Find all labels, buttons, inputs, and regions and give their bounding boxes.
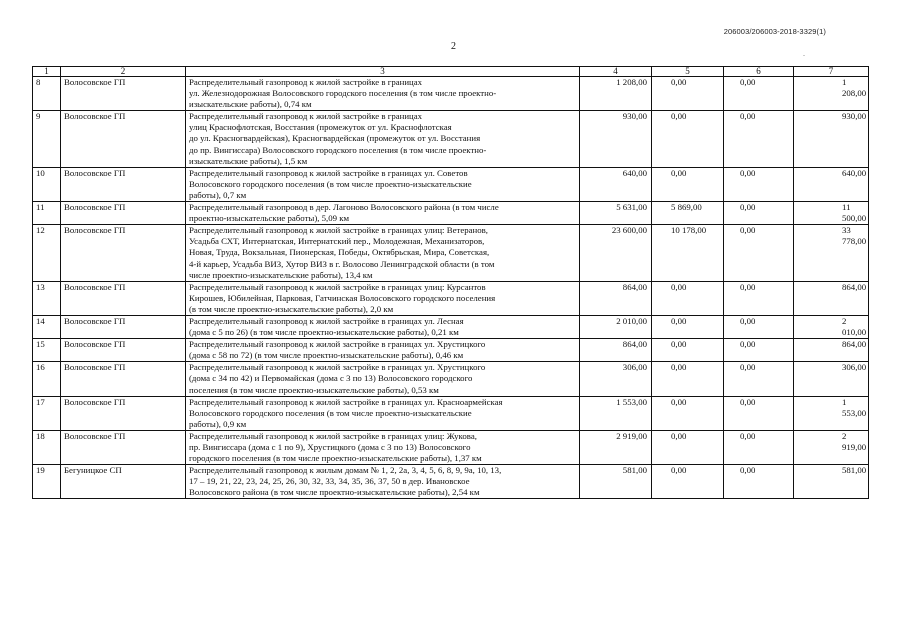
project-description xyxy=(186,202,580,225)
amount-col4: 2 010,00 xyxy=(580,315,652,338)
description-line: Распределительный газопровод к жилой застройке в границах улиц: Ветеранов, xyxy=(189,225,488,236)
amount-col5: 10 178,00 xyxy=(652,225,724,281)
amount-col7: 306,00 xyxy=(794,362,869,396)
project-description xyxy=(186,167,580,201)
document-reference: 206003/206003-2018-3329(1) xyxy=(723,27,826,36)
amount-col6: 0,00 xyxy=(724,111,794,167)
amount-col7: 11 500,00 xyxy=(794,202,869,225)
description-line: Распределительный газопровод к жилой застройке в границах улиц: Жукова, xyxy=(189,430,477,441)
description-line: Новая, Труда, Вокзальная, Пионерская, Победы, Октябрьская, Мира, Советская, xyxy=(189,247,490,258)
description-line: Волосовского городского поселения (в том числе проектно-изыскательские xyxy=(189,407,472,418)
table-row xyxy=(33,362,869,396)
row-number: 13 xyxy=(33,281,61,315)
project-description xyxy=(186,111,580,167)
amount-col5: 0,00 xyxy=(652,77,724,111)
description-line: (дома с 58 по 72) (в том числе проектно-изыскательские работы), 0,46 км xyxy=(189,350,464,361)
description-line: Волосовского городского поселения (в том числе проектно-изыскательские xyxy=(189,178,472,189)
description-line: Распределительный газопровод к жилой застройке в границах улиц: Курсантов xyxy=(189,281,486,292)
row-number: 10 xyxy=(33,167,61,201)
amount-col4: 1 553,00 xyxy=(580,396,652,430)
column-header-5: 5 xyxy=(652,67,724,77)
page-number: 2 xyxy=(451,41,456,52)
amount-col4: 930,00 xyxy=(580,111,652,167)
settlement-name: Волосовское ГП xyxy=(61,396,186,430)
settlement-name: Волосовское ГП xyxy=(61,167,186,201)
project-description xyxy=(186,339,580,362)
column-header-1: 1 xyxy=(33,67,61,77)
description-line: Распределительный газопровод к жилой застройке в границах ул. Хрустицкого xyxy=(189,362,486,373)
settlement-name: Волосовское ГП xyxy=(61,315,186,338)
amount-col7: 1 553,00 xyxy=(794,396,869,430)
description-line: Распределительный газопровод к жилым домам № 1, 2, 2а, 3, 4, 5, 6, 8, 9, 9а, 10, 13, xyxy=(189,465,502,476)
amount-col5: 0,00 xyxy=(652,167,724,201)
description-line: изыскательские работы), 0,74 км xyxy=(189,99,312,110)
description-line: пр. Вингиссара (дома с 1 по 9), Хрустицкого (дома с 3 по 13) Волосовского xyxy=(189,442,471,452)
settlement-name: Волосовское ГП xyxy=(61,111,186,167)
row-number: 14 xyxy=(33,315,61,338)
amount-col4: 23 600,00 xyxy=(580,225,652,281)
row-number: 17 xyxy=(33,396,61,430)
amount-col6: 0,00 xyxy=(724,281,794,315)
table-row xyxy=(33,339,869,362)
amount-col6: 0,00 xyxy=(724,396,794,430)
amount-col5: 0,00 xyxy=(652,465,724,499)
amount-col5: 5 869,00 xyxy=(652,202,724,225)
amount-col7: 1 208,00 xyxy=(794,77,869,111)
description-line: Распределительный газопровод к жилой застройке в границах ул. Советов xyxy=(189,167,468,178)
project-description xyxy=(186,281,580,315)
row-number: 12 xyxy=(33,225,61,281)
settlement-name: Волосовское ГП xyxy=(61,430,186,464)
table-header xyxy=(33,67,869,77)
amount-col6: 0,00 xyxy=(724,167,794,201)
description-line: (в том числе проектно-изыскательские работы), 2,0 км xyxy=(189,303,394,314)
amount-col4: 5 631,00 xyxy=(580,202,652,225)
column-header-2: 2 xyxy=(61,67,186,77)
corner-mark: - xyxy=(803,53,805,59)
amount-col4: 581,00 xyxy=(580,465,652,499)
description-line: ул. Железнодорожная Волосовского городского поселения (в том числе проектно- xyxy=(189,88,497,99)
amount-col7: 864,00 xyxy=(794,281,869,315)
table-row xyxy=(33,77,869,111)
amount-col4: 1 208,00 xyxy=(580,77,652,111)
amount-col5: 0,00 xyxy=(652,430,724,464)
description-line: изыскательские работы), 1,5 км xyxy=(189,155,308,166)
description-line: Распределительный газопровод к жилой застройке в границах ул. Красноармейская xyxy=(189,396,503,407)
column-header-4: 4 xyxy=(580,67,652,77)
amount-col7: 640,00 xyxy=(794,167,869,201)
amount-col5: 0,00 xyxy=(652,339,724,362)
table-row xyxy=(33,281,869,315)
description-line: улиц Краснофлотская, Восстания (промежуток от ул. Краснофлотская xyxy=(189,122,452,133)
column-header-7: 7 xyxy=(794,67,869,77)
description-line: проектно-изыскательские работы), 5,09 км xyxy=(189,213,350,224)
description-line: (дома с 34 по 42) и Первомайская (дома с 3 по 13) Волосовского городского xyxy=(189,373,473,384)
column-header-3: 3 xyxy=(186,67,580,77)
project-description xyxy=(186,362,580,396)
description-line: поселения (в том числе проектно-изыскательские работы), 0,53 км xyxy=(189,384,439,395)
project-description xyxy=(186,225,580,281)
amount-col4: 864,00 xyxy=(580,339,652,362)
row-number: 11 xyxy=(33,202,61,225)
description-line: Распределительный газопровод к жилой застройке в границах ул. Хрустицкого xyxy=(189,339,486,350)
amount-col6: 0,00 xyxy=(724,339,794,362)
amount-col6: 0,00 xyxy=(724,465,794,499)
amount-col7: 581,00 xyxy=(794,465,869,499)
description-line: числе проектно-изыскательские работы), 13,4 км xyxy=(189,269,373,280)
amount-col6: 0,00 xyxy=(724,430,794,464)
settlement-name: Волосовское ГП xyxy=(61,281,186,315)
settlement-name: Волосовское ГП xyxy=(61,202,186,225)
amount-col5: 0,00 xyxy=(652,396,724,430)
amount-col6: 0,00 xyxy=(724,77,794,111)
description-line: работы), 0,7 км xyxy=(189,189,247,200)
description-line: городского поселения (в том числе проектно-изыскательские работы), 1,37 км xyxy=(189,453,482,464)
project-description xyxy=(186,315,580,338)
description-line: до ул. Красногвардейская), Красногвардейская (промежуток от ул. Восстания xyxy=(189,133,481,144)
amount-col7: 930,00 xyxy=(794,111,869,167)
row-number: 8 xyxy=(33,77,61,111)
amount-col5: 0,00 xyxy=(652,362,724,396)
amount-col4: 864,00 xyxy=(580,281,652,315)
amount-col5: 0,00 xyxy=(652,281,724,315)
amount-col5: 0,00 xyxy=(652,315,724,338)
description-line: Распределительный газопровод в дер. Лагоново Волосовского района (в том числе xyxy=(189,202,499,213)
row-number: 9 xyxy=(33,111,61,167)
amount-col4: 306,00 xyxy=(580,362,652,396)
amount-col6: 0,00 xyxy=(724,225,794,281)
amount-col7: 33 778,00 xyxy=(794,225,869,281)
amount-col6: 0,00 xyxy=(724,362,794,396)
description-line: (дома с 5 по 26) (в том числе проектно-изыскательские работы), 0,21 км xyxy=(189,327,459,338)
header-row xyxy=(33,67,869,77)
project-description xyxy=(186,430,580,464)
description-line: 17 – 19, 21, 22, 23, 24, 25, 26, 30, 32, 33, 34, 35, 36, 37, 50 в дер. Ивановское xyxy=(189,476,470,487)
table-row xyxy=(33,225,869,281)
gas-pipeline-table xyxy=(32,66,869,499)
row-number: 19 xyxy=(33,465,61,499)
description-line: Распределительный газопровод к жилой застройке в границах xyxy=(189,111,423,122)
amount-col6: 0,00 xyxy=(724,315,794,338)
table-body xyxy=(33,77,869,499)
settlement-name: Волосовское ГП xyxy=(61,225,186,281)
description-line: Распределительный газопровод к жилой застройке в границах ул. Лесная xyxy=(189,315,464,326)
description-line: до пр. Вингиссара) Волосовского городского поселения (в том числе проектно- xyxy=(189,144,487,155)
description-line: Волосовского района (в том числе проектно-изыскательские работы), 2,54 км xyxy=(189,487,480,498)
amount-col4: 2 919,00 xyxy=(580,430,652,464)
amount-col5: 0,00 xyxy=(652,111,724,167)
amount-col4: 640,00 xyxy=(580,167,652,201)
column-header-6: 6 xyxy=(724,67,794,77)
table-row xyxy=(33,202,869,225)
description-line: Распределительный газопровод к жилой застройке в границах xyxy=(189,77,423,87)
settlement-name: Волосовское ГП xyxy=(61,362,186,396)
row-number: 16 xyxy=(33,362,61,396)
description-line: Кирошев, Юбилейная, Парковая, Гатчинская Волосовского городского поселения xyxy=(189,292,496,303)
table-row xyxy=(33,315,869,338)
amount-col6: 0,00 xyxy=(724,202,794,225)
description-line: 4-й карьер, Усадьба ВИЗ, Хутор ВИЗ в г. Волосово Ленинградской области (в том xyxy=(189,258,495,269)
amount-col7: 2 919,00 xyxy=(794,430,869,464)
amount-col7: 2 010,00 xyxy=(794,315,869,338)
settlement-name: Волосовское ГП xyxy=(61,77,186,111)
row-number: 18 xyxy=(33,430,61,464)
description-line: Усадьба СХТ, Интернатская, Интернатский пер., Молодежная, Механизаторов, xyxy=(189,236,485,247)
amount-col7: 864,00 xyxy=(794,339,869,362)
description-line: работы), 0,9 км xyxy=(189,418,247,429)
table-row xyxy=(33,465,869,499)
settlement-name: Бегуницкое СП xyxy=(61,465,186,499)
row-number: 15 xyxy=(33,339,61,362)
table-row xyxy=(33,167,869,201)
table-row xyxy=(33,396,869,430)
table-row xyxy=(33,430,869,464)
settlement-name: Волосовское ГП xyxy=(61,339,186,362)
project-description xyxy=(186,396,580,430)
project-description xyxy=(186,465,580,499)
table-row xyxy=(33,111,869,167)
project-description xyxy=(186,77,580,111)
